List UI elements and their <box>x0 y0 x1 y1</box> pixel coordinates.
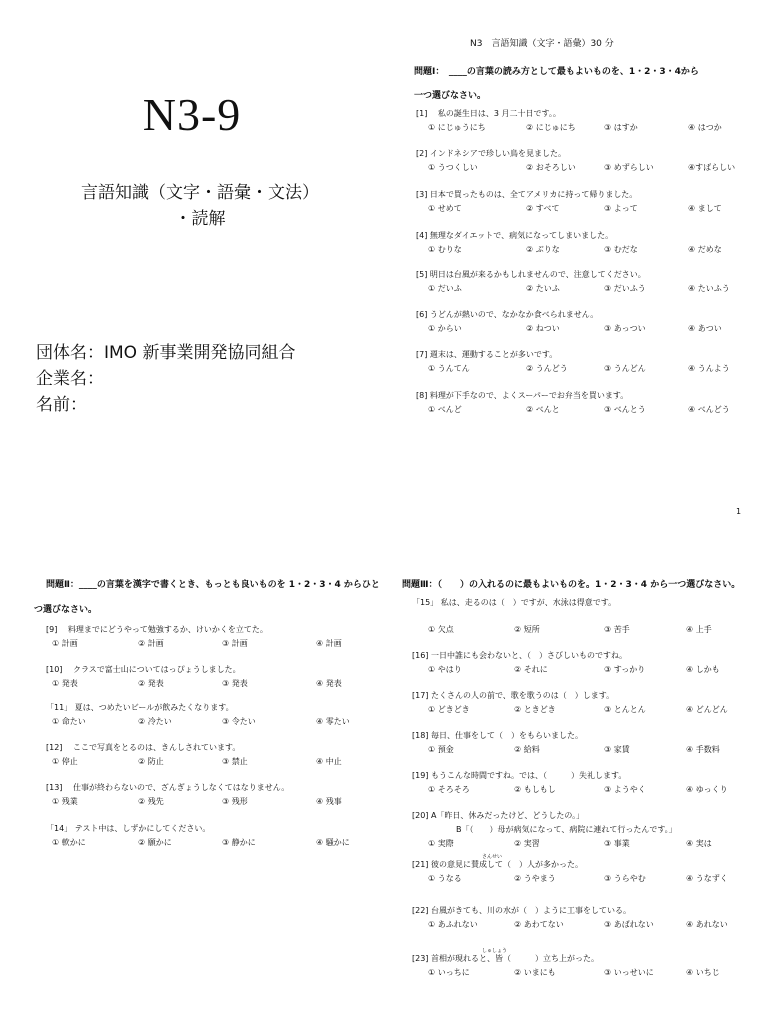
answer-option-4[interactable]: ④ はつか <box>688 123 722 132</box>
question-text: [12] ここで写真をとるのは、きんしされています。 <box>46 743 241 752</box>
answer-option-2[interactable]: ② うやまう <box>514 874 556 883</box>
answer-option-1[interactable]: ① 発表 <box>52 679 78 688</box>
question-text: 「14」 テスト中は、しずかにしてください。 <box>46 824 211 833</box>
answer-option-3[interactable]: ③ べんとう <box>604 405 646 414</box>
answer-option-1[interactable]: ① 軟かに <box>52 838 86 847</box>
question-text: [13] 仕事が終わらないので、ざんぎょうしなくてはなりません。 <box>46 783 290 792</box>
question-text: [21] 彼の意見に賛成して（ ）人が多かった。 <box>412 860 583 869</box>
question-text: [22] 台風がきても、川の水が（ ）ように工事をしている。 <box>412 906 631 915</box>
answer-option-4[interactable]: ④ 実は <box>686 839 712 848</box>
answer-option-3[interactable]: ③ 禁止 <box>222 757 248 766</box>
answer-option-2[interactable]: ② 冷たい <box>138 717 172 726</box>
answer-option-4[interactable]: ④ まして <box>688 204 722 213</box>
answer-option-2[interactable]: ② いまにも <box>514 968 556 977</box>
question-text-line2: B「（ ）母が病気になって、病院に連れて行ったんです。」 <box>456 825 677 834</box>
answer-option-2[interactable]: ② 残先 <box>138 797 164 806</box>
answer-option-1[interactable]: ① べんど <box>428 405 462 414</box>
answer-option-2[interactable]: ② 計画 <box>138 639 164 648</box>
question-text: [8] 料理が下手なので、よくスーパーでお弁当を買います。 <box>416 391 629 400</box>
page3-instruction: 問題Ⅲ：（ ）の入れるのに最もよいものを。1・2・3・4 から一つ選びなさい。 <box>402 580 741 590</box>
question-text: [4] 無理なダイエットで、病気になってしまいました。 <box>416 231 614 240</box>
answer-option-4[interactable]: ④ 計画 <box>316 639 342 648</box>
answer-option-4[interactable]: ④ べんどう <box>688 405 730 414</box>
question-text: [1] 私の誕生日は、3 月二十日です。。 <box>416 109 561 118</box>
answer-option-2[interactable]: ② 実習 <box>514 839 540 848</box>
answer-option-1[interactable]: ① せめて <box>428 204 462 213</box>
answer-option-1[interactable]: ① だいふ <box>428 284 462 293</box>
answer-option-1[interactable]: ① うなる <box>428 874 462 883</box>
answer-option-2[interactable]: ② おそろしい <box>526 163 576 172</box>
answer-option-3[interactable]: ③ うんどん <box>604 364 646 373</box>
cover-subtitle-1: 言語知識（文字・語彙・文法） <box>81 183 319 203</box>
answer-option-1[interactable]: ① からい <box>428 324 462 333</box>
answer-option-4[interactable]: ④ ゆっくり <box>686 785 728 794</box>
answer-option-3[interactable]: ③ めずらしい <box>604 163 654 172</box>
answer-option-2[interactable]: ② すべて <box>526 204 560 213</box>
cover-subtitle-2: ・読解 <box>174 209 226 229</box>
answer-option-4[interactable]: ④ どんどん <box>686 705 728 714</box>
page-number: 1 <box>736 507 742 516</box>
question-text: [6] うどんが熱いので、なかなか食べられません。 <box>416 310 599 319</box>
answer-option-3[interactable]: ③ よって <box>604 204 638 213</box>
answer-option-4[interactable]: ④ あつい <box>688 324 722 333</box>
answer-option-3[interactable]: ③ あばれない <box>604 920 654 929</box>
question-text: [23] 首相が現れると、皆（ ）立ち上がった。 <box>412 954 599 963</box>
answer-option-3[interactable]: ③ だいふう <box>604 284 646 293</box>
answer-option-1[interactable]: ① うんてん <box>428 364 470 373</box>
answer-option-4[interactable]: ④ いちじ <box>686 968 720 977</box>
page1-header: N3 言語知識（文字・語彙）30 分 <box>470 39 614 49</box>
answer-option-2[interactable]: ② 発表 <box>138 679 164 688</box>
answer-option-3[interactable]: ③ うらやむ <box>604 874 646 883</box>
question-text: 「15」 私は、走るのは（ ）ですが、水泳は得意です。 <box>412 598 617 607</box>
answer-option-1[interactable]: ① あふれない <box>428 920 478 929</box>
question-text: [17] たくさんの人の前で、歌を歌うのは（ ）します。 <box>412 691 615 700</box>
answer-option-4[interactable]: ④ 残事 <box>316 797 342 806</box>
answer-option-1[interactable]: ① どきどき <box>428 705 470 714</box>
question-text: [10] クラスで富士山についてはっぴょうしました。 <box>46 665 241 674</box>
page2-instruction-line1: 問題Ⅱ：____の言葉を漢字で書くとき、もっとも良いものを 1・2・3・4 からひと <box>46 580 380 590</box>
question-text: [7] 週末は、運動することが多いです。 <box>416 350 558 359</box>
answer-option-1[interactable]: ① 命たい <box>52 717 86 726</box>
answer-option-4[interactable]: ④ 騒かに <box>316 838 350 847</box>
name-field: 名前： <box>36 395 87 415</box>
answer-option-1[interactable]: ① にじゅうにち <box>428 123 486 132</box>
answer-option-1[interactable]: ① やはり <box>428 665 462 674</box>
furigana: さんせい <box>482 854 503 860</box>
answer-option-3[interactable]: ③ あっつい <box>604 324 646 333</box>
answer-option-1[interactable]: ① 残業 <box>52 797 78 806</box>
answer-option-4[interactable]: ④ うなずく <box>686 874 728 883</box>
answer-option-1[interactable]: ① いっちに <box>428 968 470 977</box>
answer-option-2[interactable]: ② 願かに <box>138 838 172 847</box>
answer-option-4[interactable]: ④ だめな <box>688 245 722 254</box>
answer-option-1[interactable]: ① うつくしい <box>428 163 478 172</box>
answer-option-3[interactable]: ③ 静かに <box>222 838 256 847</box>
answer-option-1[interactable]: ① むりな <box>428 245 462 254</box>
answer-option-4[interactable]: ④ しかも <box>686 665 720 674</box>
cover-title: N3-9 <box>142 89 242 140</box>
page1-instruction-line2: 一つ選びなさい。 <box>414 91 487 101</box>
question-text: [3] 日本で買ったものは、全てアメリカに持って帰りました。 <box>416 190 638 199</box>
question-text: 「11」 夏は、つめたいビールが飲みたくなります。 <box>46 703 234 712</box>
answer-option-2[interactable]: ② うんどう <box>526 364 568 373</box>
page2-instruction-line2: つ選びなさい。 <box>34 605 98 615</box>
answer-option-3[interactable]: ③ ようやく <box>604 785 646 794</box>
answer-option-3[interactable]: ③ 残形 <box>222 797 248 806</box>
answer-option-4[interactable]: ④ 発表 <box>316 679 342 688</box>
question-text: [18] 毎日、仕事をして（ ）をもらいました。 <box>412 731 583 740</box>
answer-option-4[interactable]: ④ 零たい <box>316 717 350 726</box>
answer-option-4[interactable]: ④ 上手 <box>686 625 712 634</box>
answer-option-2[interactable]: ② たいふ <box>526 284 560 293</box>
furigana: しゅしょう <box>482 948 508 954</box>
answer-option-3[interactable]: ③ 発表 <box>222 679 248 688</box>
question-text: [20] A「昨日、休みだったけど、どうしたの。」 <box>412 811 585 820</box>
question-text: [5] 明日は台風が来るかもしれませんので、注意してください。 <box>416 270 646 279</box>
answer-option-4[interactable]: ④ うんよう <box>688 364 730 373</box>
answer-option-2[interactable]: ② 防止 <box>138 757 164 766</box>
answer-option-2[interactable]: ② ねつい <box>526 324 560 333</box>
answer-option-1[interactable]: ① 停止 <box>52 757 78 766</box>
answer-option-1[interactable]: ① 計画 <box>52 639 78 648</box>
answer-option-2[interactable]: ② 給料 <box>514 745 540 754</box>
question-text: [2] インドネシアで珍しい鳥を見ました。 <box>416 149 567 158</box>
answer-option-2[interactable]: ② ぶりな <box>526 245 560 254</box>
answer-option-2[interactable]: ② べんと <box>526 405 560 414</box>
question-text: [16] 一日中誰にも会わないと、（ ）さびしいものですね。 <box>412 651 627 660</box>
answer-option-4[interactable]: ④ たいふう <box>688 284 730 293</box>
answer-option-4[interactable]: ④ 中止 <box>316 757 342 766</box>
answer-option-4[interactable]: ④ 手数料 <box>686 745 720 754</box>
answer-option-3[interactable]: ③ とんとん <box>604 705 646 714</box>
answer-option-3[interactable]: ③ すっかり <box>604 665 646 674</box>
answer-option-1[interactable]: ① 欠点 <box>428 625 454 634</box>
answer-option-2[interactable]: ② それに <box>514 665 548 674</box>
answer-option-4[interactable]: ④すばらしい <box>688 163 736 172</box>
answer-option-3[interactable]: ③ 家賃 <box>604 745 630 754</box>
page1-instruction-line1: 問題Ⅰ： ____の言葉の読み方として最もよいものを、1・2・3・4から <box>414 67 699 77</box>
answer-option-3[interactable]: ③ 苦手 <box>604 625 630 634</box>
answer-option-3[interactable]: ③ はすか <box>604 123 638 132</box>
answer-option-1[interactable]: ① 預金 <box>428 745 454 754</box>
answer-option-3[interactable]: ③ 令たい <box>222 717 256 726</box>
answer-option-1[interactable]: ① 実際 <box>428 839 454 848</box>
company-name-field: 企業名： <box>36 369 104 389</box>
group-name-field: 団体名：IMO 新事業開発協同組合 <box>36 343 296 363</box>
question-text: [9] 料理までにどうやって勉強するか、けいかくを立てた。 <box>46 625 268 634</box>
answer-option-2[interactable]: ② にじゅにち <box>526 123 576 132</box>
answer-option-1[interactable]: ① そろそろ <box>428 785 470 794</box>
answer-option-2[interactable]: ② 短所 <box>514 625 540 634</box>
answer-option-3[interactable]: ③ いっせいに <box>604 968 654 977</box>
answer-option-2[interactable]: ② もしもし <box>514 785 556 794</box>
answer-option-3[interactable]: ③ 事業 <box>604 839 630 848</box>
answer-option-2[interactable]: ② あわてない <box>514 920 564 929</box>
question-text: [19] もうこんな時間ですね。では、（ ）失礼します。 <box>412 771 627 780</box>
answer-option-3[interactable]: ③ 計画 <box>222 639 248 648</box>
answer-option-4[interactable]: ④ あれない <box>686 920 728 929</box>
answer-option-3[interactable]: ③ むだな <box>604 245 638 254</box>
answer-option-2[interactable]: ② ときどき <box>514 705 556 714</box>
